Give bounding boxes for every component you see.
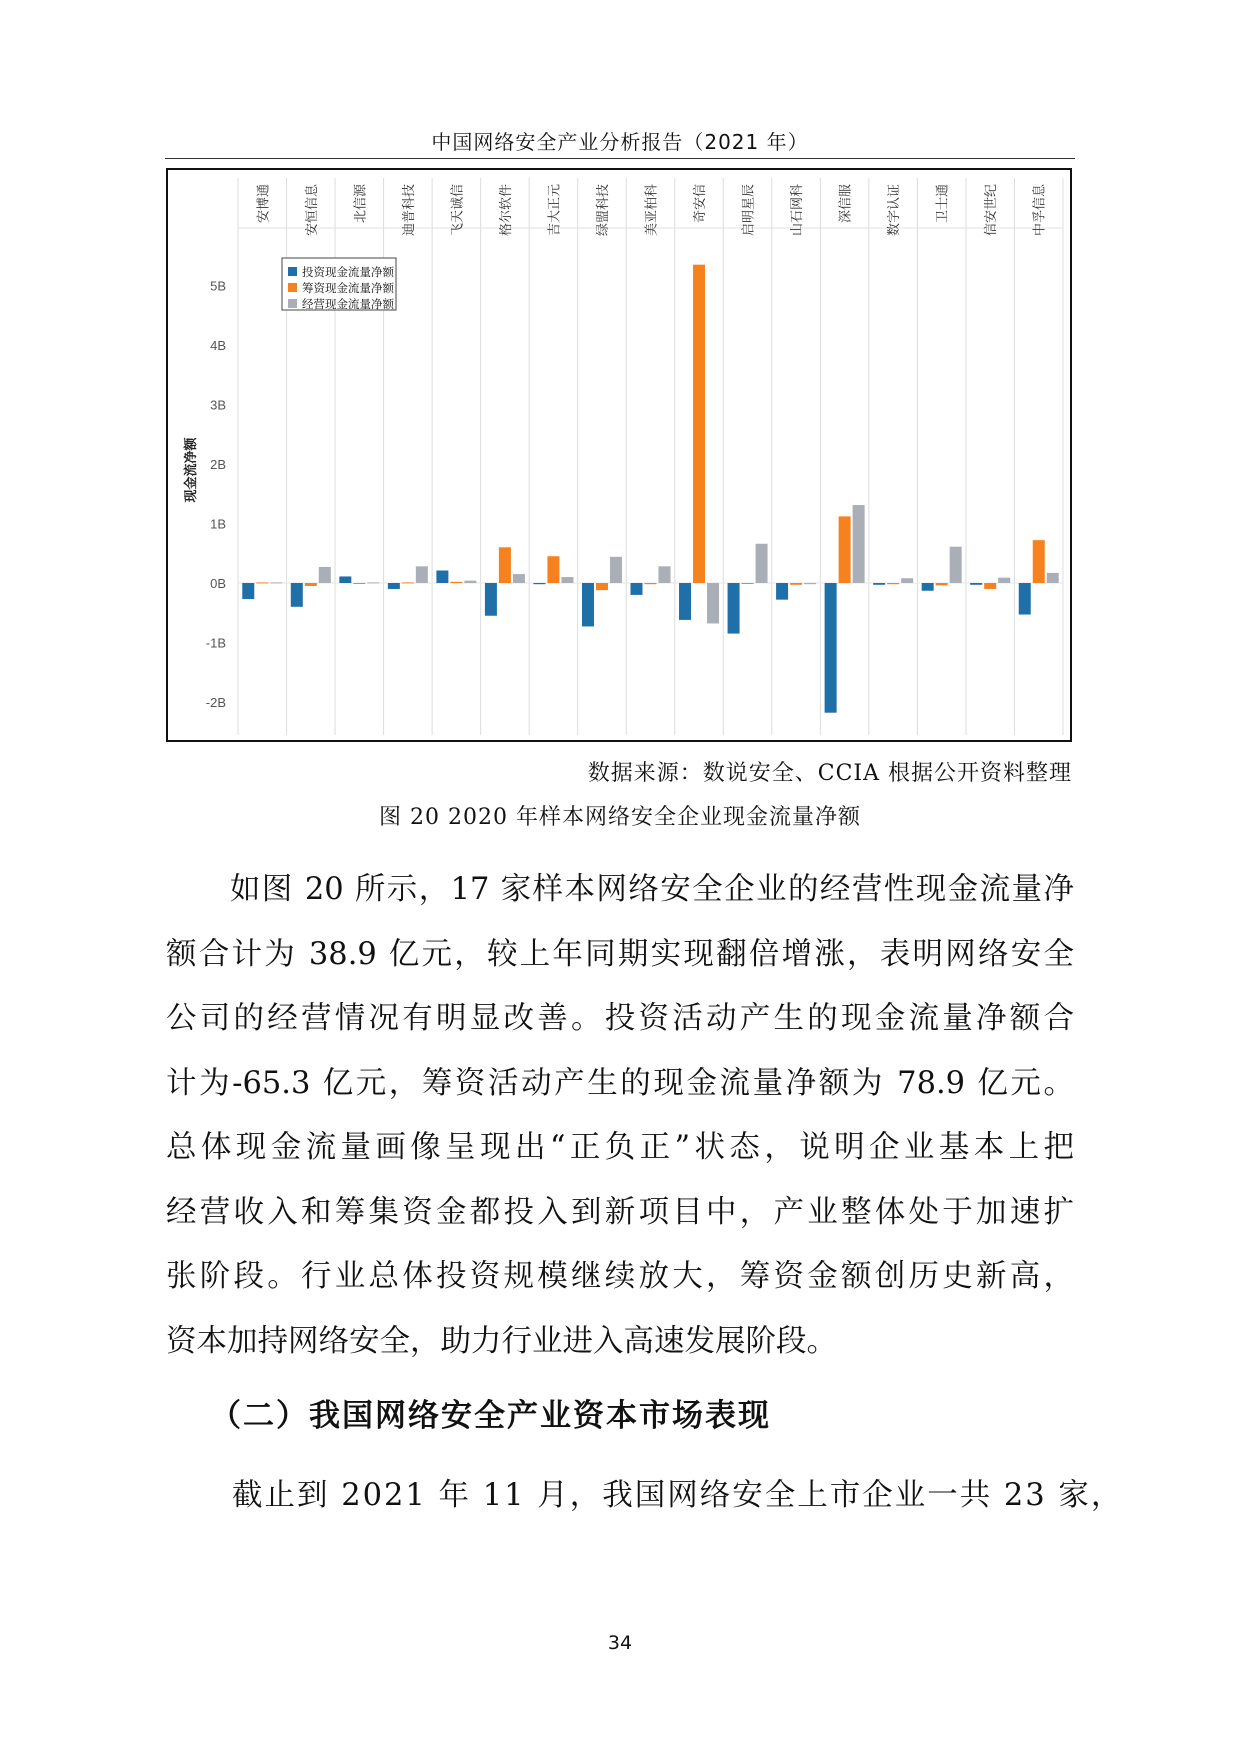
bar (367, 582, 379, 583)
bar (533, 583, 545, 584)
bar (242, 583, 254, 599)
legend-label: 经营现金流量净额 (302, 297, 394, 311)
bar (790, 583, 802, 585)
body-line: 张阶段。行业总体投资规模继续放大，筹资金额创历史新高， (166, 1259, 1074, 1294)
category-label: 启明星辰 (741, 184, 757, 237)
bar (922, 583, 934, 591)
legend-swatch (288, 299, 297, 308)
bar (353, 583, 365, 584)
bar (631, 583, 643, 595)
body-line: 公司的经营情况有明显改善。投资活动产生的现金流量净额合 (166, 1001, 1074, 1036)
page-number: 34 (607, 1632, 633, 1654)
bar (319, 567, 331, 583)
y-tick-label: 0B (210, 576, 226, 591)
category-label: 深信服 (838, 184, 854, 224)
category-label: 美亚柏科 (644, 184, 660, 237)
legend-label: 筹资现金流量净额 (302, 281, 394, 295)
legend-label: 投资现金流量净额 (302, 265, 394, 279)
y-tick-label: 1B (210, 516, 226, 532)
category-label: 绿盟科技 (595, 184, 611, 237)
bar (291, 583, 303, 607)
body-line: 额合计为 38.9 亿元，较上年同期实现翻倍增涨，表明网络安全 (166, 936, 1074, 972)
bar (839, 516, 851, 583)
bar (547, 556, 559, 583)
y-tick-label: 3B (210, 397, 226, 413)
figure-caption: 图 20 2020 年样本网络安全企业现金流量净额 (379, 805, 861, 830)
bar (950, 547, 962, 583)
legend-swatch (288, 267, 297, 276)
bar (305, 583, 317, 586)
y-tick-label: 2B (210, 457, 226, 472)
bar (388, 583, 400, 589)
bar (936, 583, 948, 585)
running-header: 中国网络安全产业分析报告（2021 年） (431, 130, 809, 154)
bar (693, 265, 705, 583)
y-tick-label: -1B (205, 635, 226, 651)
bar (436, 571, 448, 583)
bar (853, 505, 865, 583)
bar (970, 583, 982, 585)
bar (485, 583, 497, 616)
category-label: 迪普科技 (401, 184, 417, 237)
category-label: 安博通 (256, 184, 272, 224)
cashflow-chart (166, 168, 1072, 742)
bar (645, 583, 657, 584)
y-tick-label: -2B (205, 695, 226, 710)
bar (1019, 583, 1031, 615)
bar (596, 583, 608, 590)
bar (1033, 540, 1045, 583)
bar (901, 578, 913, 583)
bar (728, 583, 740, 634)
bar (707, 583, 719, 623)
bar (270, 582, 282, 583)
bar (416, 566, 428, 583)
cashflow-chart-svg (168, 170, 1070, 740)
y-axis-label: 现金流净额 (184, 437, 199, 503)
legend-swatch (288, 283, 297, 292)
bar (998, 578, 1010, 583)
body-paragraph (166, 858, 1074, 1374)
bar (561, 577, 573, 583)
category-label: 奇安信 (693, 184, 709, 224)
category-label: 北信源 (353, 184, 369, 224)
section-heading: （二）我国网络安全产业资本市场表现 (210, 1398, 771, 1434)
bar (450, 582, 462, 583)
category-label: 格尔软件 (498, 184, 514, 237)
bar (499, 547, 511, 583)
category-label: 信安世纪 (984, 184, 1000, 237)
bar (825, 583, 837, 713)
header-rule (165, 158, 1075, 159)
bar (1047, 573, 1059, 583)
body-line: 总体现金流量画像呈现出“正负正”状态，说明企业基本上把 (166, 1130, 1074, 1165)
bar (887, 583, 899, 584)
category-label: 山石网科 (790, 184, 806, 237)
y-tick-label: 5B (210, 278, 226, 294)
body-line: 资本加持网络安全，助力行业进入高速发展阶段。 (166, 1323, 837, 1359)
category-label: 中孚信息 (1032, 184, 1048, 237)
category-label: 安恒信息 (304, 184, 320, 237)
bar (659, 566, 671, 583)
body-line: 经营收入和筹集资金都投入到新项目中，产业整体处于加速扩 (166, 1194, 1074, 1230)
bar (582, 583, 594, 626)
bar (339, 576, 351, 583)
bar (464, 581, 476, 583)
bar (513, 574, 525, 583)
bar (742, 583, 754, 584)
paragraph-2: 截止到 2021 年 11 月，我国网络安全上市企业一共 23 家， (232, 1478, 1124, 1513)
bar (256, 582, 268, 583)
body-line: 如图 20 所示，17 家样本网络安全企业的经营性现金流量净 (166, 872, 1074, 907)
figure-source: 数据来源：数说安全、CCIA 根据公开资料整理 (587, 761, 1072, 786)
category-label: 数字认证 (887, 184, 903, 237)
bar (873, 583, 885, 585)
category-label: 飞天诚信 (450, 184, 466, 237)
category-label: 卫士通 (935, 184, 951, 224)
bar (402, 582, 414, 583)
category-label: 吉大正元 (547, 184, 563, 237)
y-tick-label: 4B (210, 338, 226, 353)
bar (610, 557, 622, 583)
bar (984, 583, 996, 589)
bar (776, 583, 788, 600)
bar (804, 583, 816, 584)
body-line: 计为-65.3 亿元，筹资活动产生的现金流量净额为 78.9 亿元。 (166, 1065, 1074, 1101)
bar (679, 583, 691, 620)
bar (756, 544, 768, 583)
